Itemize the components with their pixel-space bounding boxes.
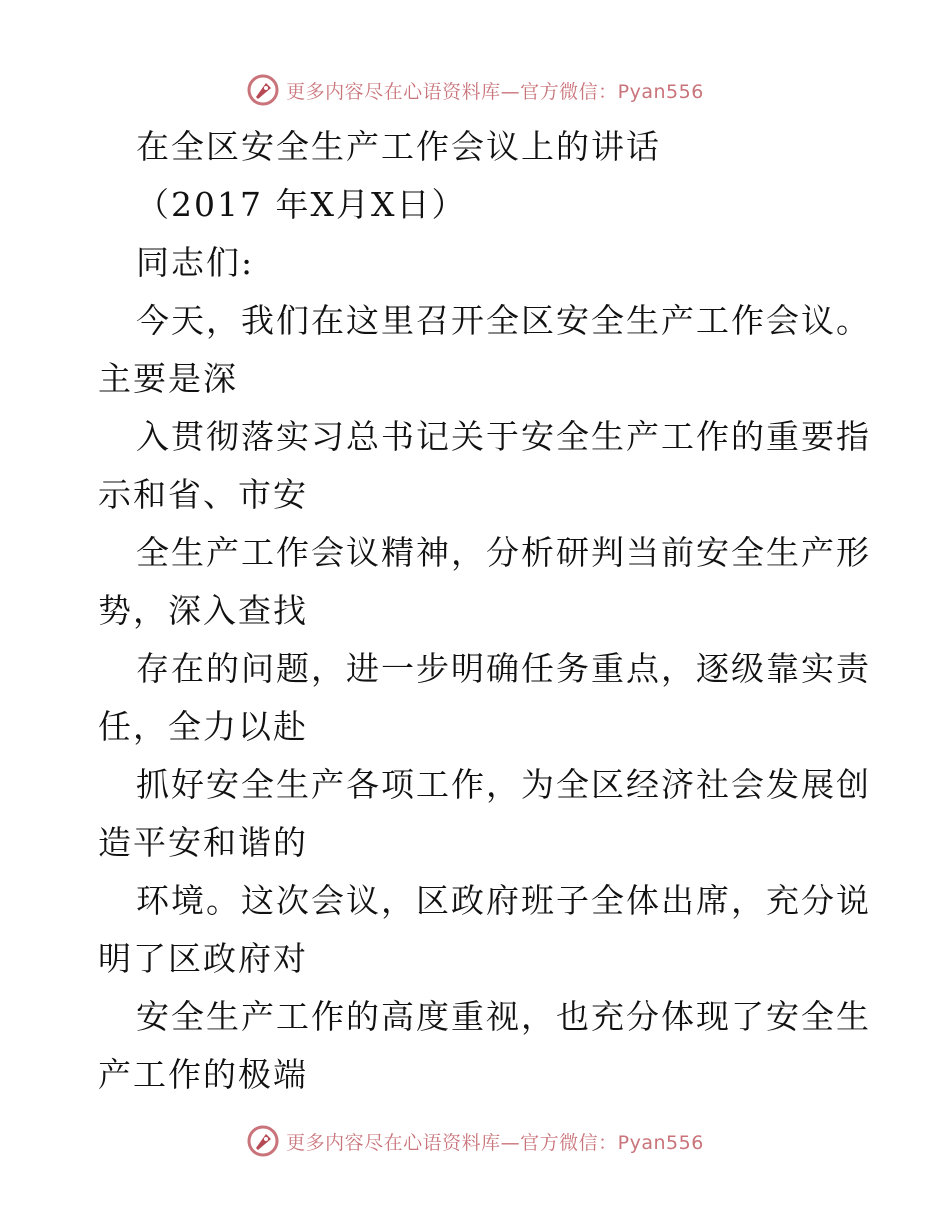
paragraph-line: 势，深入查找 xyxy=(98,591,308,630)
header-banner xyxy=(0,70,950,110)
pen-nib-circle-icon xyxy=(246,73,280,107)
paragraph-line: 示和省、市安 xyxy=(98,475,308,514)
paragraph-line: 全生产工作会议精神，分析研判当前安全生产形 xyxy=(136,533,871,572)
footer-banner xyxy=(0,1121,950,1161)
paragraph-line: 抓好安全生产各项工作，为全区经济社会发展创 xyxy=(136,765,871,804)
pen-nib-circle-icon xyxy=(246,1124,280,1158)
document-date: （2017 年X月X日） xyxy=(136,185,467,224)
salutation: 同志们: xyxy=(136,243,255,282)
paragraph-line: 入贯彻落实习总书记关于安全生产工作的重要指 xyxy=(136,417,871,456)
document-body xyxy=(98,118,871,1104)
document-title: 在全区安全生产工作会议上的讲话 xyxy=(136,127,661,166)
paragraph-line: 任，全力以赴 xyxy=(98,707,308,746)
paragraph-line: 产工作的极端 xyxy=(98,1055,308,1094)
footer-banner-text: 更多内容尽在心语资料库—官方微信：Pyan556 xyxy=(286,1131,704,1154)
paragraph-line: 存在的问题，进一步明确任务重点，逐级靠实责 xyxy=(136,649,871,688)
paragraph-line: 安全生产工作的高度重视，也充分体现了安全生 xyxy=(136,997,871,1036)
paragraph-line: 主要是深 xyxy=(98,359,238,398)
header-banner-text: 更多内容尽在心语资料库—官方微信：Pyan556 xyxy=(286,80,704,103)
paragraph-line: 今天，我们在这里召开全区安全生产工作会议。 xyxy=(136,301,871,340)
paragraph-line: 环境。这次会议，区政府班子全体出席，充分说 xyxy=(136,881,871,920)
paragraph-line: 明了区政府对 xyxy=(98,939,308,978)
paragraph-line: 造平安和谐的 xyxy=(98,823,308,862)
